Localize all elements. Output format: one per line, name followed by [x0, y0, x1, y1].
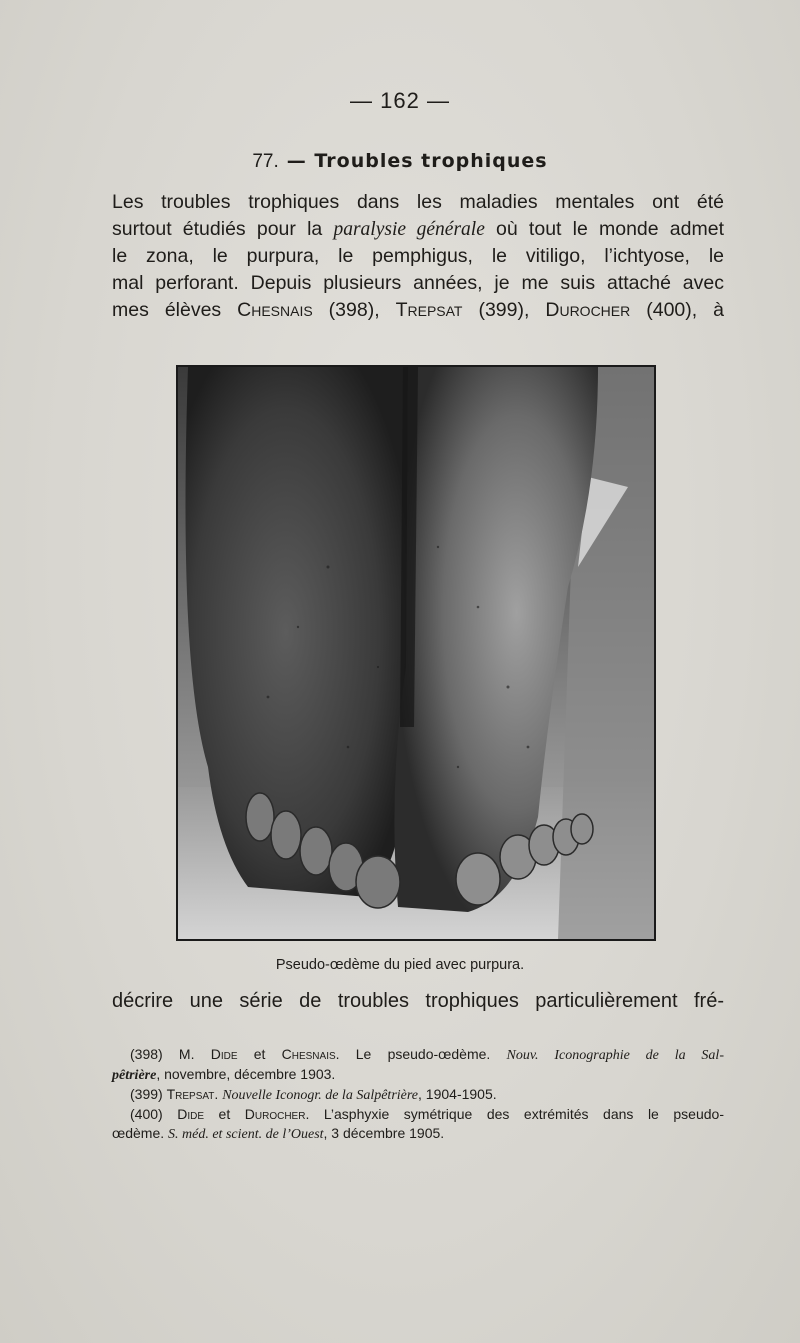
- body-line: Les troubles trophiques dans les maladies mentales ont été: [112, 191, 724, 213]
- footnote-400: [112, 1105, 724, 1144]
- text-run: , 3 décembre 1905.: [323, 1125, 445, 1141]
- section-number: 77.: [252, 151, 279, 172]
- text-run: où tout le monde admet: [484, 218, 724, 240]
- section-title: — Troubles trophiques: [286, 150, 548, 172]
- text-run: . Le pseudo-œdème.: [335, 1046, 507, 1062]
- text-run: , 1904-1905.: [418, 1086, 497, 1102]
- author-name: Trepsat: [395, 299, 463, 321]
- footnote-line: [112, 1124, 724, 1144]
- text-run: œdème.: [112, 1125, 169, 1141]
- text-run: mes élèves: [112, 299, 238, 321]
- text-run: . L’asphyxie symétrique des extrémités dans le pseudo-: [305, 1106, 724, 1122]
- journal-title: S. méd. et scient. de l’Ouest: [168, 1127, 324, 1142]
- text-run: et: [237, 1046, 282, 1062]
- footnote-line: [112, 1065, 724, 1085]
- footnote-line: [112, 1105, 724, 1124]
- text-run: (398),: [312, 299, 396, 321]
- footnote-399: [112, 1085, 724, 1105]
- continuation-line: décrire une série de troubles trophiques particulièrement fré-: [112, 990, 724, 1012]
- text-run: , novembre, décembre 1903.: [156, 1066, 336, 1082]
- text-run: et: [204, 1106, 245, 1122]
- author-name: Durocher: [545, 299, 631, 321]
- text-run: (399),: [462, 299, 546, 321]
- text-run: (398) M.: [130, 1046, 211, 1062]
- body-line: le zona, le purpura, le pemphigus, le vitiligo, l’ichtyose, le: [112, 245, 724, 267]
- author-name: Dide: [210, 1046, 238, 1062]
- author-name: Chesnais: [237, 299, 313, 321]
- text-run: .: [214, 1086, 223, 1102]
- author-name: Chesnais: [281, 1046, 336, 1062]
- journal-title: pêtrière: [112, 1068, 157, 1083]
- text-run: (400): [130, 1106, 178, 1122]
- section-heading: [0, 150, 800, 173]
- italic-term: paralysie générale: [333, 219, 485, 240]
- journal-title: Nouv. Iconographie de la Sal-: [506, 1048, 724, 1063]
- figure-caption: Pseudo-œdème du pied avec purpura.: [275, 957, 525, 973]
- figure-photograph: [176, 365, 656, 941]
- body-line: mal perforant. Depuis plusieurs années, je me suis attaché avec: [112, 272, 724, 294]
- feet-photo-illustration: [178, 367, 654, 939]
- footnote-398: [112, 1045, 724, 1085]
- footnotes: [112, 1045, 724, 1144]
- journal-title: Nouvelle Iconogr. de la Salpêtrière: [222, 1088, 419, 1103]
- text-run: (399): [130, 1086, 167, 1102]
- page-number: — 162 —: [350, 88, 450, 113]
- text-run: (400), à: [630, 299, 724, 321]
- body-paragraph: [112, 189, 724, 324]
- author-name: Trepsat: [166, 1086, 215, 1102]
- footnote-line: [112, 1085, 724, 1105]
- author-name: Durocher: [244, 1106, 306, 1122]
- text-run: surtout étudiés pour la: [112, 218, 334, 240]
- body-line: [112, 216, 724, 243]
- author-name: Dide: [177, 1106, 205, 1122]
- body-line: [112, 297, 724, 324]
- footnote-line: [112, 1045, 724, 1065]
